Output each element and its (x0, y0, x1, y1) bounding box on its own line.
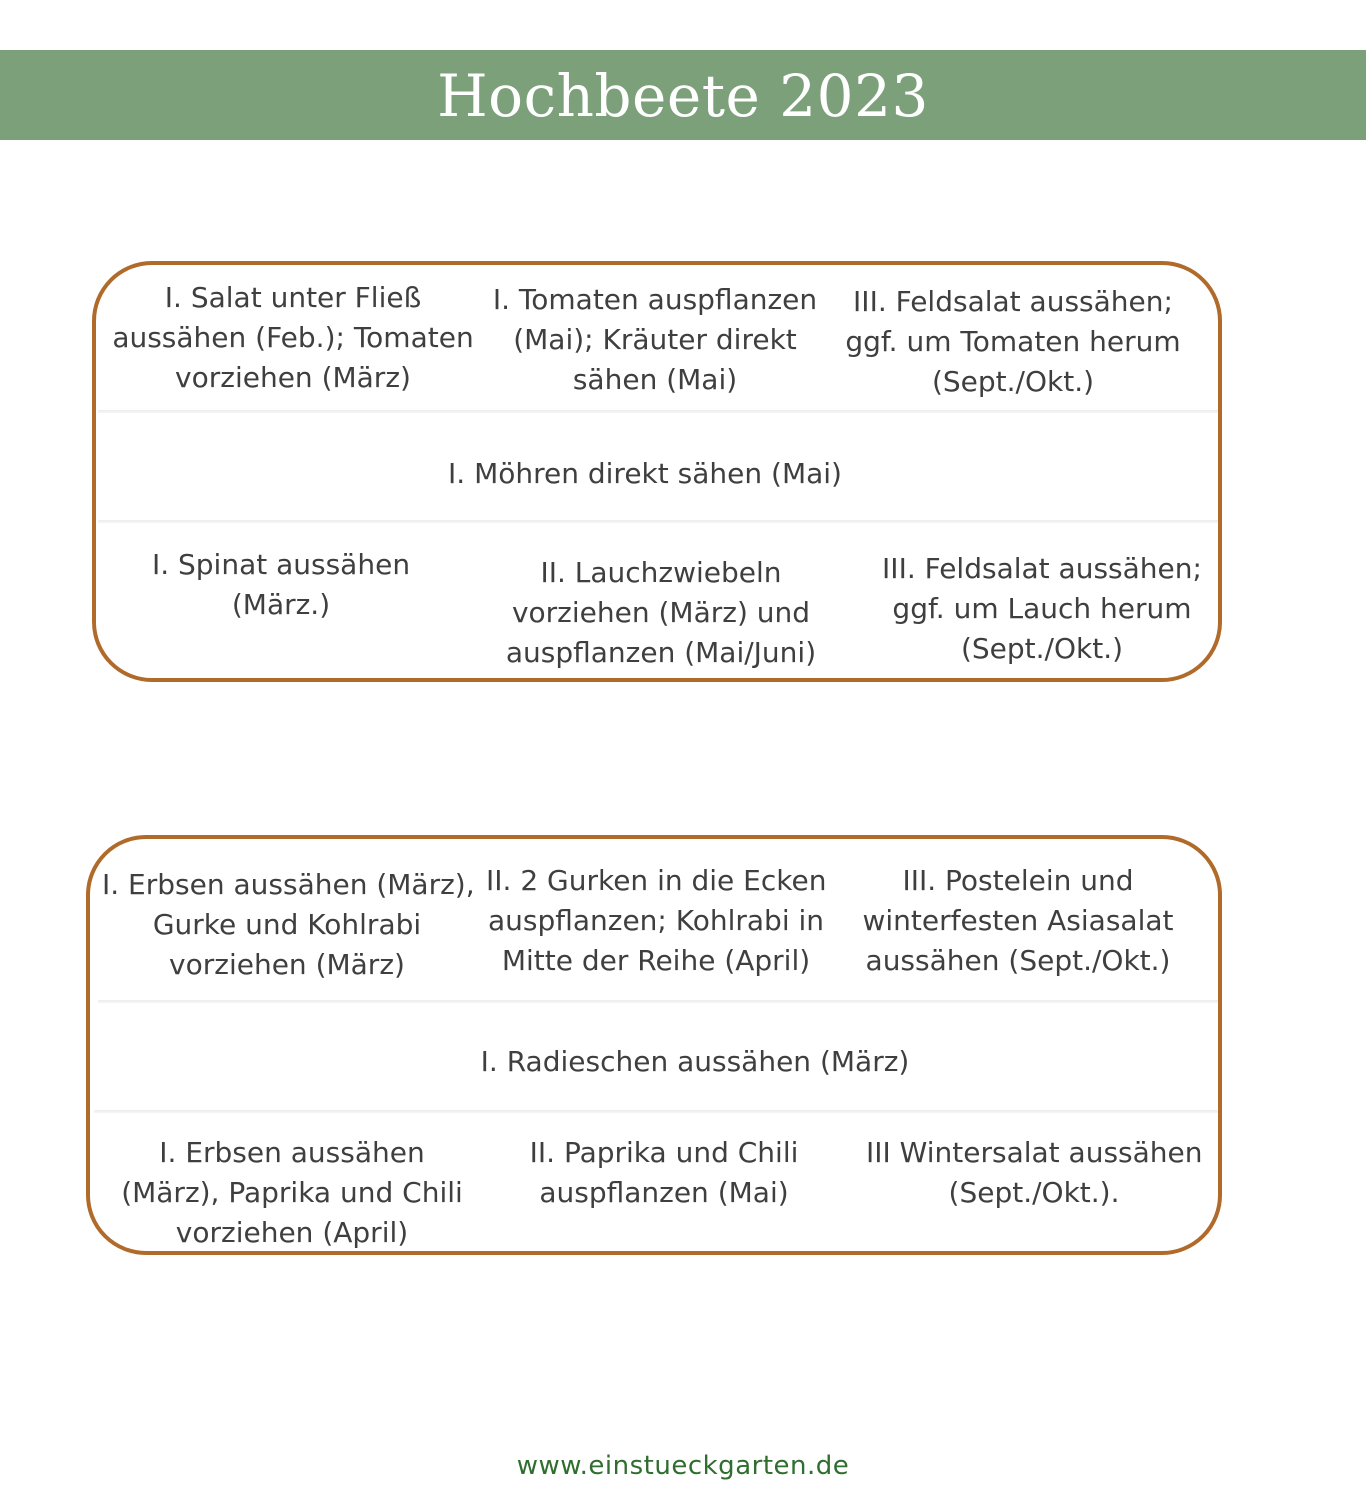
bed2-row2-cell1: I. Radieschen aussähen (März) (480, 1045, 910, 1078)
bed1-row1-cell3: III. Feldsalat aussähen; ggf. um Tomaten herum (Sept./Okt.) (845, 285, 1181, 398)
bed1-row1-cell1: I. Salat unter Fließ aussähen (Feb.); Tomaten vorziehen (März) (112, 281, 474, 394)
header-band (0, 50, 1366, 140)
bed1-row3-cell1: I. Spinat aussähen (März.) (151, 548, 411, 621)
bed1-row2-cell1: I. Möhren direkt sähen (Mai) (448, 457, 842, 490)
page-title: Hochbeete 2023 (437, 62, 929, 130)
bed2-row3-cell2: II. Paprika und Chili auspflanzen (Mai) (529, 1136, 799, 1209)
bed2-row1-cell1: I. Erbsen aussähen (März), Gurke und Kohlrabi vorziehen (März) (102, 868, 475, 981)
footer-website-link[interactable]: www.einstueckgarten.de (516, 1451, 850, 1481)
row-divider (94, 1110, 1218, 1113)
bed2-row3-cell1: I. Erbsen aussähen (März), Paprika und Chili vorziehen (April) (121, 1136, 463, 1249)
bed1-row1-cell2: I. Tomaten auspflanzen (Mai); Kräuter direkt sähen (Mai) (492, 283, 818, 396)
bed2-row3-cell3: III Wintersalat aussähen (Sept./Okt.). (866, 1136, 1203, 1209)
bed2-row1-cell3: III. Postelein und winterfesten Asiasalat aussähen (Sept./Okt.) (862, 864, 1174, 977)
bed2-row1-cell2: II. 2 Gurken in die Ecken auspflanzen; Kohlrabi in Mitte der Reihe (April) (486, 864, 827, 977)
bed1-row3-cell2: II. Lauchzwiebeln vorziehen (März) und auspflanzen (Mai/Juni) (505, 556, 817, 669)
bed1-row3-cell3: III. Feldsalat aussähen; ggf. um Lauch herum (Sept./Okt.) (882, 552, 1202, 665)
row-divider (98, 410, 1218, 413)
row-divider (98, 1000, 1218, 1003)
row-divider (98, 520, 1218, 523)
